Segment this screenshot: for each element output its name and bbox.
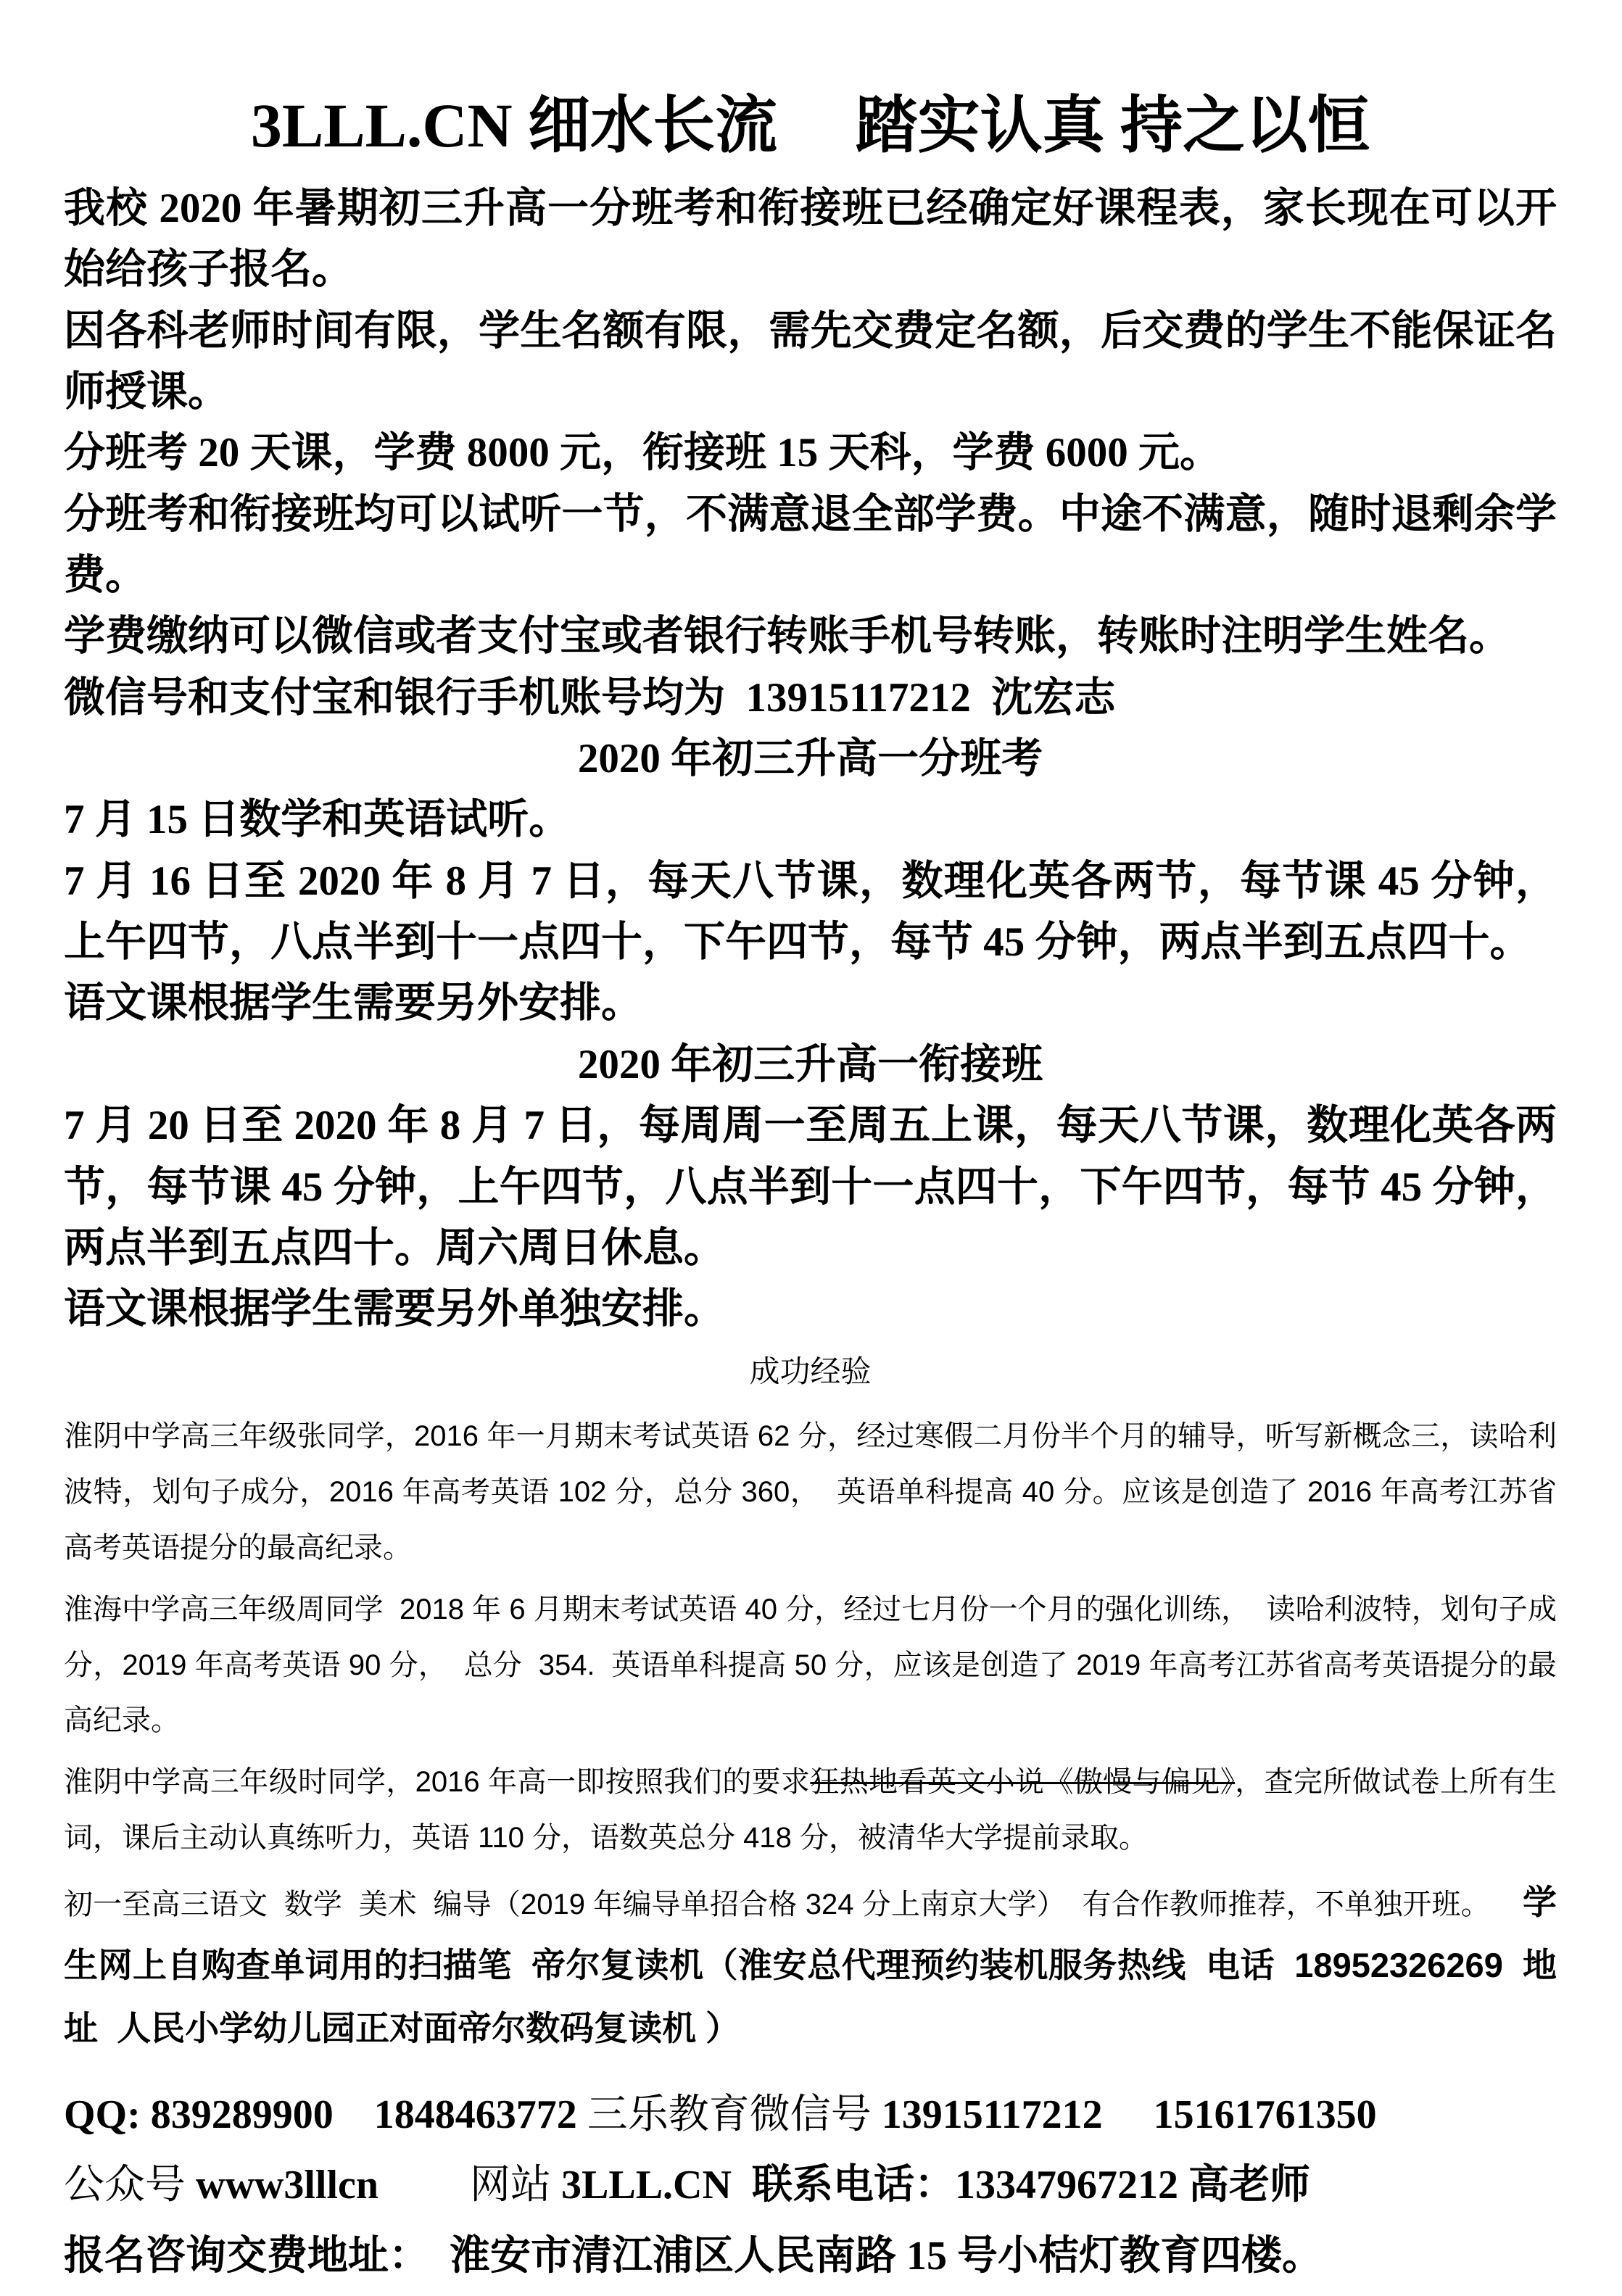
contact-line-qq	[64, 2080, 1557, 2150]
website-value: 3LLL.CN	[561, 2163, 732, 2208]
success-story-zhang: 淮阴中学高三年级张同学，2016 年一月期末考试英语 62 分，经过寒假二月份半个月的辅导，听写新概念三，读哈利波特，划句子成分，2016 年高考英语 102 分，总分 360， 英语单科提高 40 分。应该是创造了 2016 年高考江苏省高考英语提分的最高纪录。	[64, 1420, 1557, 1564]
section-heading-bridge-class: 2020 年初三升高一衔接班	[577, 1041, 1043, 1087]
placement-exam-trial: 7 月 15 日数学和英语试听。	[64, 797, 571, 843]
public-account-value: www3lllcn	[196, 2163, 378, 2208]
success-story-zhou: 淮海中学高三年级周同学 2018 年 6 月期末考试英语 40 分，经过七月份一个月的强化训练， 读哈利波特，划句子成分，2019 年高考英语 90 分， 总分 354. 英语单科提高 50 分，应该是创造了 2019 年高考江苏省高考英语提分的最高纪录。	[64, 1593, 1557, 1737]
qq-numbers: QQ: 839289900 1848463772	[64, 2092, 587, 2137]
website-label: 网站	[378, 2163, 561, 2208]
address-label: 报名咨询交费地址：	[64, 2233, 450, 2279]
intro-paragraph-tuition: 分班考 20 天课，学费 8000 元，衔接班 15 天科，学费 6000 元。	[64, 430, 1221, 476]
wechat-label: 三乐教育微信号	[587, 2092, 882, 2137]
phone-contact: 联系电话：13347967212 高老师	[731, 2163, 1310, 2208]
contact-line-web	[64, 2150, 1557, 2221]
bridge-class-chinese-note: 语文课根据学生需要另外单独安排。	[64, 1286, 725, 1333]
scanner-pen-notice: 学生网上自购查单词用的扫描笔 帝尔复读机（淮安总代理预约装机服务热线 电话 18952326269 地址 人民小学幼儿园正对面帝尔数码复读机 ）	[64, 1882, 1557, 2047]
other-courses-list: 初一至高三语文 数学 美术 编导（2019 年编导单招合格 324 分上南京大学） 有合作教师推荐，不单独开班。	[64, 1888, 1523, 1920]
success-section	[64, 1351, 1557, 1866]
story-shi-strikethrough-text: 狂热地看英文小说《傲慢与偏见》	[810, 1766, 1236, 1799]
success-heading: 成功经验	[749, 1354, 872, 1388]
intro-paragraph-refund: 分班考和衔接班均可以试听一节，不满意退全部学费。中途不满意，随时退剩余学费。	[64, 491, 1557, 598]
intro-paragraph-quota: 因各科老师时间有限，学生名额有限，需先交费定名额，后交费的学生不能保证名师授课。	[64, 307, 1557, 415]
public-account-label: 公众号	[64, 2163, 196, 2208]
intro-paragraph-payment: 学费缴纳可以微信或者支付宝或者银行转账手机号转账，转账时注明学生姓名。	[64, 613, 1510, 660]
intro-paragraph-account: 微信号和支付宝和银行手机账号均为 13915117212 沈宏志	[64, 674, 1116, 721]
intro-paragraph-enrollment: 我校 2020 年暑期初三升高一分班考和衔接班已经确定好课程表，家长现在可以开始给孩子报名。	[64, 185, 1557, 293]
main-body	[64, 178, 1557, 1340]
contact-block	[64, 2080, 1557, 2292]
other-courses-paragraph	[64, 1872, 1557, 2061]
placement-exam-chinese-note: 语文课根据学生需要另外安排。	[64, 980, 642, 1027]
wechat-numbers: 13915117212 15161761350	[881, 2092, 1377, 2137]
address-value: 淮安市清江浦区人民南路 15 号小桔灯教育四楼。	[450, 2233, 1323, 2279]
contact-line-address	[64, 2221, 1557, 2292]
story-shi-post: ，查完所做试卷上所有生词，课后主动认真练听力，英语 110 分，语数英总分 418 分，被清华大学提前录取。	[64, 1766, 1557, 1854]
success-story-shi	[64, 1754, 1557, 1866]
bridge-class-schedule: 7 月 20 日至 2020 年 8 月 7 日，每周周一至周五上课，每天八节课，数理化英各两节，每节课 45 分钟，上午四节，八点半到十一点四十，下午四节，每节 45 分钟，两点半到五点四十。周六周日休息。	[64, 1103, 1557, 1271]
section-heading-placement-exam: 2020 年初三升高一分班考	[577, 736, 1043, 782]
page-title: 3LLL.CN 细水长流 踏实认真 持之以恒	[250, 91, 1370, 160]
story-shi-pre: 淮阴中学高三年级时同学，2016 年高一即按照我们的要求	[64, 1766, 811, 1799]
placement-exam-schedule: 7 月 16 日至 2020 年 8 月 7 日，每天八节课，数理化英各两节，每节课 45 分钟，上午四节，八点半到十一点四十，下午四节，每节 45 分钟，两点半到五点四十。	[64, 858, 1557, 966]
